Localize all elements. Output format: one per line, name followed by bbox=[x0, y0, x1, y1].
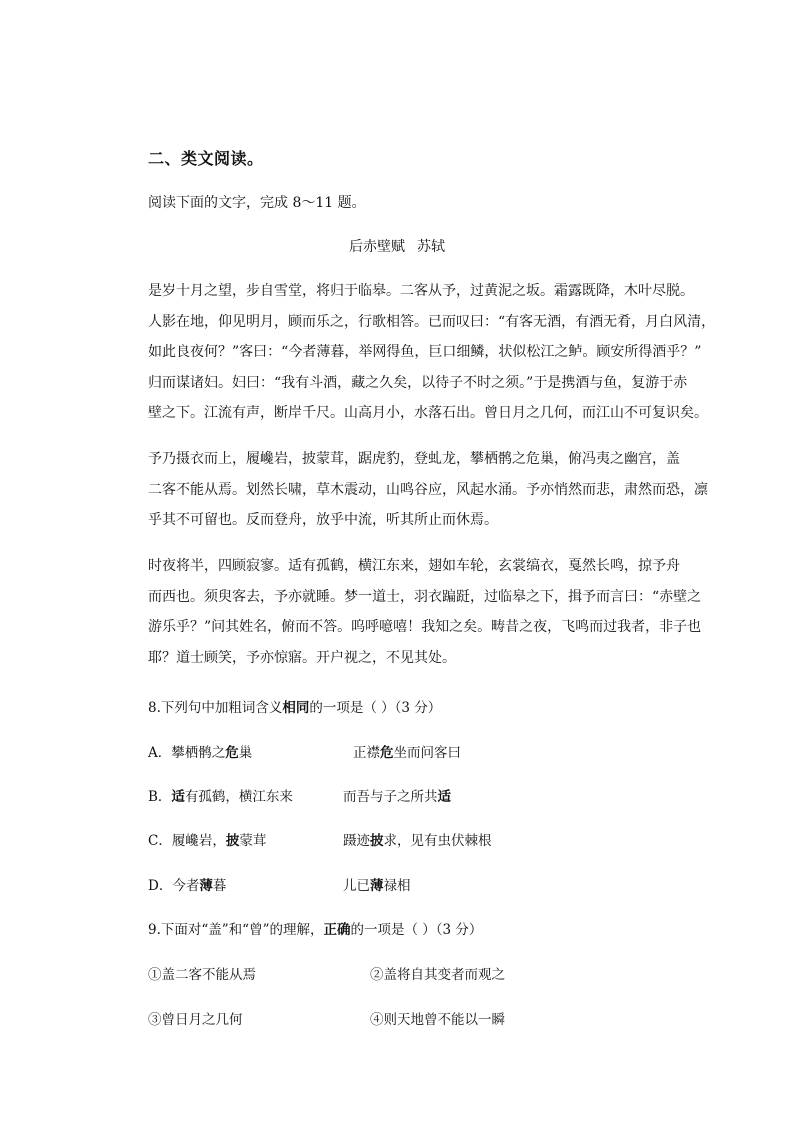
essay-author: 苏轼 bbox=[417, 239, 445, 255]
option-label: D． bbox=[148, 878, 173, 894]
option-right bbox=[343, 785, 451, 805]
paragraph-line: 是岁十月之望，步自雪堂，将归于临皋。二客从予，过黄泥之坂。霜露既降，木叶尽脱。 bbox=[148, 283, 694, 299]
paragraph-line: 耶？道士顾笑，予亦惊寤。开户视之，不见其处。 bbox=[148, 649, 456, 666]
question-8-option-c bbox=[148, 829, 492, 849]
stem-text: 8.下列句中加粗词含义 bbox=[148, 700, 283, 716]
paragraph-line: 予乃摄衣而上，履巉岩，披蒙茸，踞虎豹，登虬龙，攀栖鹘之危巢，俯冯夷之幽宫，盖 bbox=[148, 451, 680, 467]
paragraph-line: 壁之下。江流有声，断岸千尺。山高月小，水落石出。曾日月之几何，而江山不可复识矣。 bbox=[148, 405, 708, 422]
essay-title bbox=[0, 236, 794, 256]
question-8-stem bbox=[148, 696, 441, 716]
option-text: 巢 bbox=[238, 745, 253, 761]
paragraph-line: 归而谋诸妇。妇曰：“我有斗酒，藏之久矣，以待子不时之须。”于是携酒与鱼，复游于赤 bbox=[148, 374, 688, 391]
reading-instruction: 阅读下面的文字，完成 8～11 题。 bbox=[148, 195, 366, 211]
option-text: 坐而问客曰 bbox=[393, 745, 461, 761]
paragraph-line: 人影在地，仰见明月，顾而乐之，行歌相答。已而叹曰：“有客无酒，有酒无肴，月白风清， bbox=[148, 313, 716, 330]
option-text: 有孤鹤，横江东来 bbox=[184, 789, 293, 805]
option-text: 今者 bbox=[172, 878, 200, 894]
essay-paragraph-1 bbox=[148, 276, 716, 429]
essay-title-text: 后赤壁赋 bbox=[349, 239, 405, 255]
paragraph-line: 乎其不可留也。反而登舟，放乎中流，听其所止而休焉。 bbox=[148, 512, 498, 529]
option-text: 求，见有虫伏棘根 bbox=[383, 833, 492, 849]
paragraph-line: 时夜将半，四顾寂寥。适有孤鹤，横江东来，翅如车轮，玄裳缟衣，戛然长鸣，掠予舟 bbox=[148, 558, 680, 574]
option-text: 暮 bbox=[212, 878, 227, 894]
paragraph-line: 而西也。须臾客去，予亦就睡。梦一道士，羽衣蹁跹，过临皋之下，揖予而言曰：“赤壁之 bbox=[148, 588, 702, 605]
option-text: 禄相 bbox=[383, 878, 411, 894]
stem-text: 的一项是（ ）（3 分） bbox=[309, 700, 442, 716]
question-9-item-1: ①盖二客不能从焉 bbox=[148, 967, 256, 983]
question-9-stem bbox=[148, 918, 482, 938]
option-right bbox=[343, 874, 411, 894]
stem-text: 的一项是（ ）（3 分） bbox=[350, 922, 483, 938]
option-bold-word: 危 bbox=[225, 745, 239, 761]
option-label: B． bbox=[148, 789, 172, 805]
option-left bbox=[148, 785, 343, 805]
essay-paragraph-2 bbox=[148, 444, 708, 536]
option-text: 蹑迹 bbox=[343, 833, 370, 849]
stem-text: 9.下面对“盖”和“曾”的理解， bbox=[148, 922, 324, 938]
question-8-option-a bbox=[148, 741, 461, 761]
paragraph-line: 如此良夜何？”客曰：“今者薄暮，举网得鱼，巨口细鳞，状似松江之鲈。顾安所得酒乎？” bbox=[148, 344, 702, 361]
option-text: 攀栖鹘之 bbox=[171, 745, 226, 761]
option-right bbox=[353, 741, 461, 761]
option-text: 正襟 bbox=[353, 745, 380, 761]
option-right bbox=[343, 829, 492, 849]
option-bold-word: 薄 bbox=[370, 878, 384, 894]
option-left bbox=[148, 741, 353, 761]
option-bold-word: 危 bbox=[380, 745, 394, 761]
option-left bbox=[148, 874, 343, 894]
question-9-item-2: ②盖将自其变者而观之 bbox=[370, 967, 505, 983]
stem-emphasis: 相同 bbox=[282, 700, 310, 716]
option-label: A． bbox=[148, 745, 172, 761]
paragraph-line: 二客不能从焉。划然长啸，草木震动，山鸣谷应，风起水涌。予亦悄然而悲，肃然而恐，凛 bbox=[148, 481, 708, 498]
question-9-item-4: ④则天地曾不能以一瞬 bbox=[370, 1012, 505, 1028]
question-8-option-d bbox=[148, 874, 411, 894]
option-bold-word: 适 bbox=[171, 789, 185, 805]
question-9-item-3: ③曾日月之几何 bbox=[148, 1012, 243, 1028]
option-bold-word: 披 bbox=[225, 833, 240, 849]
option-bold-word: 披 bbox=[370, 833, 384, 849]
essay-paragraph-3 bbox=[148, 551, 702, 673]
section-heading: 二、类文阅读。 bbox=[148, 149, 264, 168]
option-text: 儿已 bbox=[343, 878, 370, 894]
stem-emphasis: 正确 bbox=[323, 922, 351, 938]
option-left bbox=[148, 829, 343, 849]
option-text: 履巉岩， bbox=[171, 833, 226, 849]
option-label: C． bbox=[148, 833, 172, 849]
question-8-option-b bbox=[148, 785, 451, 805]
option-text: 而吾与子之所共 bbox=[343, 789, 438, 805]
option-bold-word: 适 bbox=[437, 789, 451, 805]
option-text: 蒙茸 bbox=[239, 833, 267, 849]
paragraph-line: 游乐乎？”问其姓名，俯而不答。呜呼噫嘻！我知之矣。畴昔之夜，飞鸣而过我者，非子也 bbox=[148, 619, 702, 636]
option-bold-word: 薄 bbox=[199, 878, 213, 894]
